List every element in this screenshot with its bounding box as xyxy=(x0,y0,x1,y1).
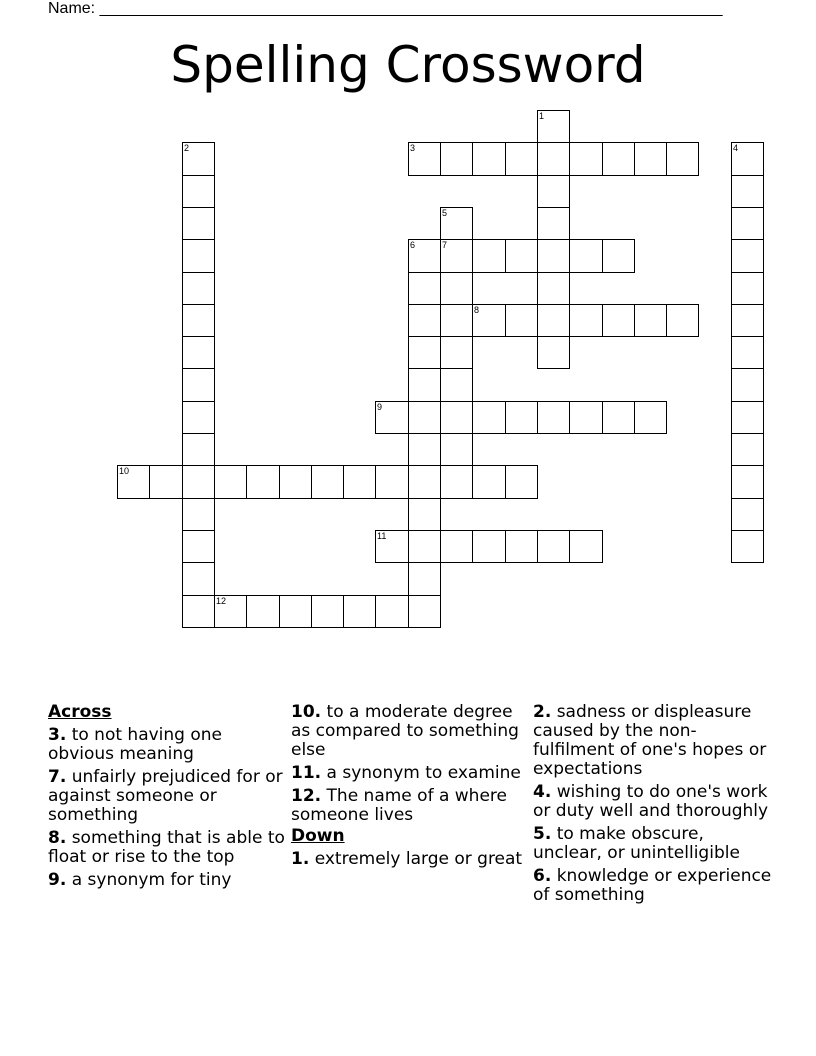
crossword-cell[interactable] xyxy=(440,401,473,434)
crossword-cell[interactable] xyxy=(537,175,570,208)
crossword-cell[interactable] xyxy=(602,304,635,337)
crossword-cell[interactable] xyxy=(537,401,570,434)
crossword-cell[interactable] xyxy=(182,207,215,240)
clue-number: 10. xyxy=(291,702,322,722)
clue-text: to not having one obvious meaning xyxy=(48,725,222,764)
crossword-cell[interactable] xyxy=(408,142,441,176)
crossword-cell[interactable] xyxy=(408,465,441,499)
clue-across-11 xyxy=(291,764,529,783)
crossword-cell[interactable] xyxy=(408,304,441,337)
page-title: Spelling Crossword xyxy=(170,36,646,94)
crossword-cell[interactable] xyxy=(731,142,764,176)
crossword-cell[interactable] xyxy=(182,401,215,434)
crossword-cell[interactable] xyxy=(602,401,635,434)
crossword-cell[interactable] xyxy=(472,401,506,434)
crossword-cell[interactable] xyxy=(537,336,570,369)
crossword-cell[interactable] xyxy=(505,304,538,337)
crossword-cell[interactable] xyxy=(505,465,538,499)
clue-number: 1. xyxy=(291,849,310,869)
crossword-cell[interactable] xyxy=(182,530,215,563)
crossword-cell[interactable] xyxy=(731,401,764,434)
crossword-cell[interactable] xyxy=(634,401,667,434)
crossword-cell[interactable] xyxy=(731,336,764,369)
crossword-cell[interactable] xyxy=(408,368,441,402)
crossword-cell[interactable] xyxy=(182,562,215,596)
crossword-cell[interactable] xyxy=(375,401,409,434)
clue-across-7 xyxy=(48,768,286,825)
clue-number: 5. xyxy=(533,824,552,844)
cell-number: 5 xyxy=(442,208,448,218)
crossword-cell[interactable] xyxy=(472,465,506,499)
crossword-cell[interactable] xyxy=(214,465,247,499)
crossword-cell[interactable] xyxy=(537,530,570,563)
clue-number: 9. xyxy=(48,870,67,890)
clue-number: 4. xyxy=(533,782,552,802)
clue-text: something that is able to float or rise to the top xyxy=(48,828,285,867)
crossword-cell[interactable] xyxy=(731,175,764,208)
crossword-cell[interactable] xyxy=(602,142,635,176)
crossword-cell[interactable] xyxy=(634,142,667,176)
crossword-cell[interactable] xyxy=(279,595,312,628)
crossword-cell[interactable] xyxy=(375,465,409,499)
crossword-cell[interactable] xyxy=(731,530,764,563)
cell-number: 4 xyxy=(733,143,739,153)
clue-across-12 xyxy=(291,787,529,825)
crossword-cell[interactable] xyxy=(731,368,764,402)
cell-number: 1 xyxy=(539,111,545,121)
crossword-cell[interactable] xyxy=(505,239,538,273)
clue-down-4 xyxy=(533,783,773,821)
crossword-cell[interactable] xyxy=(569,530,603,563)
clue-down-1 xyxy=(291,850,529,869)
clue-text: sadness or displeasure caused by the non-fulfilment of one's hopes or expectations xyxy=(533,702,767,779)
crossword-cell[interactable] xyxy=(634,304,667,337)
clue-text: to make obscure, unclear, or unintelligible xyxy=(533,824,740,863)
crossword-cell[interactable] xyxy=(440,272,473,305)
clue-number: 2. xyxy=(533,702,552,722)
crossword-cell[interactable] xyxy=(311,465,344,499)
crossword-cell[interactable] xyxy=(505,401,538,434)
clue-down-6 xyxy=(533,867,773,905)
crossword-cell[interactable] xyxy=(472,142,506,176)
crossword-cell[interactable] xyxy=(537,207,570,240)
crossword-cell[interactable] xyxy=(731,433,764,466)
crossword-cell[interactable] xyxy=(408,530,441,563)
crossword-cell[interactable] xyxy=(182,175,215,208)
crossword-cell[interactable] xyxy=(505,142,538,176)
clue-number: 12. xyxy=(291,786,322,806)
crossword-cell[interactable] xyxy=(731,304,764,337)
cell-number: 9 xyxy=(377,402,383,412)
crossword-cell[interactable] xyxy=(182,465,215,499)
crossword-cell[interactable] xyxy=(537,142,570,176)
crossword-cell[interactable] xyxy=(666,304,699,337)
crossword-cell[interactable] xyxy=(731,465,764,499)
clue-number: 11. xyxy=(291,763,322,783)
clue-number: 8. xyxy=(48,828,67,848)
crossword-cell[interactable] xyxy=(311,595,344,628)
crossword-cell[interactable] xyxy=(149,465,183,499)
crossword-cell[interactable] xyxy=(182,498,215,531)
crossword-cell[interactable] xyxy=(182,368,215,402)
crossword-cell[interactable] xyxy=(375,595,409,628)
clue-across-9 xyxy=(48,871,286,890)
cell-number: 7 xyxy=(442,240,448,250)
clue-text: The name of a where someone lives xyxy=(291,786,507,825)
crossword-cell[interactable] xyxy=(440,142,473,176)
crossword-cell[interactable] xyxy=(569,401,603,434)
clue-text: knowledge or experience of something xyxy=(533,866,772,905)
crossword-cell[interactable] xyxy=(731,207,764,240)
cell-number: 12 xyxy=(216,596,227,606)
crossword-cell[interactable] xyxy=(117,465,150,499)
crossword-cell[interactable] xyxy=(569,239,603,273)
clue-column-3 xyxy=(533,703,773,909)
crossword-cell[interactable] xyxy=(569,142,603,176)
crossword-cell[interactable] xyxy=(408,401,441,434)
crossword-cell[interactable] xyxy=(408,562,441,596)
crossword-cell[interactable] xyxy=(408,272,441,305)
crossword-cell[interactable] xyxy=(602,239,635,273)
crossword-cell[interactable] xyxy=(440,304,473,337)
clue-text: extremely large or great xyxy=(314,849,523,869)
crossword-cell[interactable] xyxy=(408,433,441,466)
crossword-cell[interactable] xyxy=(569,304,603,337)
clue-column-2 xyxy=(291,703,529,873)
crossword-cell[interactable] xyxy=(440,207,473,240)
crossword-cell[interactable] xyxy=(214,595,247,628)
clue-number: 7. xyxy=(48,767,67,787)
clue-across-10 xyxy=(291,703,529,760)
clue-across-3 xyxy=(48,726,286,764)
crossword-cell[interactable] xyxy=(182,433,215,466)
crossword-cell[interactable] xyxy=(408,498,441,531)
crossword-cell[interactable] xyxy=(666,142,699,176)
clue-text: wishing to do one's work or duty well and thoroughly xyxy=(533,782,769,821)
clue-down-5 xyxy=(533,825,773,863)
crossword-cell[interactable] xyxy=(182,142,215,176)
crossword-cell[interactable] xyxy=(537,110,570,143)
crossword-cell[interactable] xyxy=(182,595,215,628)
clue-text: unfairly prejudiced for or against someone or something xyxy=(48,767,283,825)
crossword-cell[interactable] xyxy=(731,239,764,273)
crossword-cell[interactable] xyxy=(440,465,473,499)
clue-text: a synonym to examine xyxy=(326,763,521,783)
crossword-cell[interactable] xyxy=(472,304,506,337)
cell-number: 6 xyxy=(410,240,416,250)
clue-across-8 xyxy=(48,829,286,867)
crossword-cell[interactable] xyxy=(537,239,570,273)
crossword-cell[interactable] xyxy=(343,465,376,499)
crossword-cell[interactable] xyxy=(182,304,215,337)
crossword-cell[interactable] xyxy=(472,530,506,563)
clue-text: to a moderate degree as compared to something else xyxy=(291,702,519,760)
clue-number: 3. xyxy=(48,725,67,745)
crossword-cell[interactable] xyxy=(537,304,570,337)
clue-number: 6. xyxy=(533,866,552,886)
name-field-label: Name: ______________________________________________________________________ xyxy=(48,0,723,17)
crossword-cell[interactable] xyxy=(472,239,506,273)
crossword-cell[interactable] xyxy=(408,336,441,369)
crossword-cell[interactable] xyxy=(279,465,312,499)
crossword-cell[interactable] xyxy=(440,368,473,402)
down-heading: Down xyxy=(291,826,345,846)
crossword-cell[interactable] xyxy=(537,272,570,305)
crossword-cell[interactable] xyxy=(505,530,538,563)
clue-column-1 xyxy=(48,703,286,894)
crossword-cell[interactable] xyxy=(440,433,473,466)
crossword-cell[interactable] xyxy=(246,465,280,499)
crossword-cell[interactable] xyxy=(731,272,764,305)
crossword-cell[interactable] xyxy=(246,595,280,628)
crossword-cell[interactable] xyxy=(408,239,441,273)
crossword-cell[interactable] xyxy=(343,595,376,628)
across-heading: Across xyxy=(48,702,112,722)
crossword-cell[interactable] xyxy=(440,239,473,273)
cell-number: 2 xyxy=(184,143,190,153)
crossword-cell[interactable] xyxy=(182,272,215,305)
clue-text: a synonym for tiny xyxy=(71,870,232,890)
crossword-cell[interactable] xyxy=(408,595,441,628)
cell-number: 8 xyxy=(474,305,480,315)
crossword-cell[interactable] xyxy=(440,336,473,369)
crossword-cell[interactable] xyxy=(182,336,215,369)
cell-number: 3 xyxy=(410,143,416,153)
crossword-cell[interactable] xyxy=(440,530,473,563)
cell-number: 11 xyxy=(377,531,387,541)
clue-down-2 xyxy=(533,703,773,779)
cell-number: 10 xyxy=(119,466,130,476)
crossword-cell[interactable] xyxy=(182,239,215,273)
crossword-cell[interactable] xyxy=(375,530,409,563)
crossword-cell[interactable] xyxy=(731,498,764,531)
